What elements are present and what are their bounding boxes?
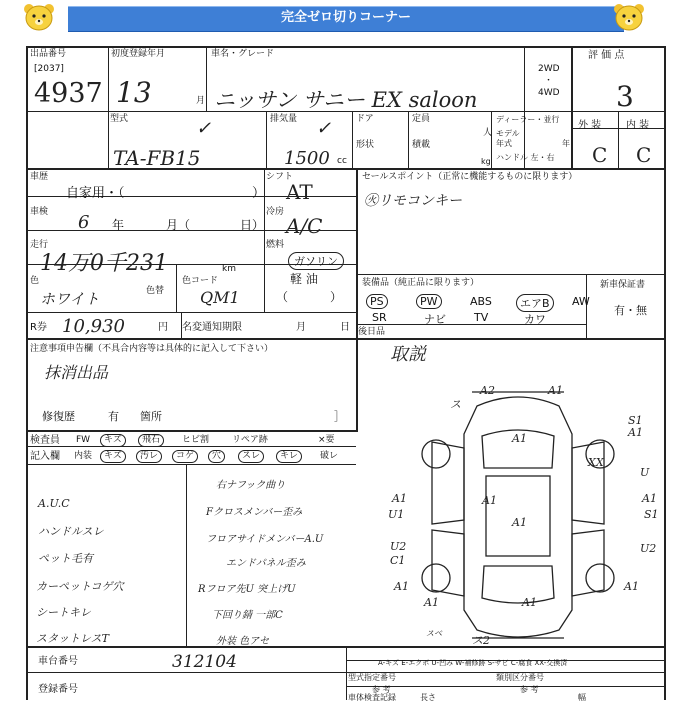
mark-rr-u2: U2	[640, 542, 657, 555]
fw-chip: 飛石	[138, 434, 164, 447]
recycle-unit: 円	[158, 322, 168, 333]
mark-roof: A1	[512, 516, 527, 529]
usage-label: 車歴	[30, 172, 49, 182]
usage-value: 自家用・（	[66, 186, 125, 201]
mark-roof-l: A1	[482, 494, 497, 507]
fuel-gasoline: ガソリン	[288, 252, 344, 270]
drive-2wd: 2WD	[538, 64, 560, 74]
mark-lf-a1: A1	[392, 492, 407, 505]
body-kg: kg	[481, 157, 491, 166]
notice-value: 抹消出品	[44, 363, 109, 382]
score-value: 3	[616, 80, 634, 113]
model-value: TA-FB15	[113, 146, 201, 170]
mark-rear-s2: ス2	[472, 634, 490, 646]
fuel-diesel: 軽 油	[290, 272, 318, 286]
drive-4wd: 4WD	[538, 88, 560, 98]
inspector-label-2: 記入欄	[30, 451, 60, 462]
exterior-grade: C	[592, 143, 608, 167]
registration-label: 初度登録年月	[111, 49, 166, 59]
mark-front-s: ス	[450, 398, 461, 411]
equipment-sr: SR	[372, 311, 387, 324]
displacement-value: 1500	[284, 148, 330, 169]
note-right-2: Fクロスメンバー歪み	[206, 507, 303, 518]
usage-close: ）	[252, 186, 266, 201]
registration-month-unit: 月	[196, 96, 206, 106]
color-value: ホワイト	[40, 290, 100, 308]
car-damage-diagram	[372, 384, 664, 646]
note-right-4: エンドパネル歪み	[226, 558, 306, 569]
vehicle-label: 車名・グレード	[211, 49, 275, 59]
inspector-fw: FW	[76, 435, 91, 445]
handle-label: ハンドル 左・右	[496, 153, 555, 162]
banner	[0, 0, 700, 38]
ref-2: 参 考	[520, 685, 539, 694]
repair-yes: 有	[108, 410, 119, 423]
fw-replace: ×要	[318, 435, 335, 445]
interior-grade: C	[636, 143, 652, 167]
int-scratch: キズ	[100, 450, 126, 463]
equipment-airbag: エアB	[516, 294, 554, 312]
inspection-month-unit: 月（	[166, 218, 191, 232]
inspector-label-1: 検査員	[30, 435, 60, 446]
mark-rr-s1: S1	[644, 508, 659, 521]
fw-scratch: キズ	[100, 434, 126, 447]
verify-label: 車体検査記録	[348, 693, 396, 702]
sales-points-value: ㊋リモコンキー	[364, 193, 462, 209]
name-change-month: 月	[296, 322, 306, 333]
note-right-7: 外装 色アセ	[216, 636, 270, 647]
recycle-value: 10,930	[62, 316, 125, 337]
mark-front-a1: A1	[548, 384, 563, 397]
note-right-1: 右ナフック曲り	[216, 480, 286, 491]
equipment-tv: TV	[474, 311, 489, 324]
repair-label: 修復歴	[42, 410, 75, 423]
lot-code: [2037]	[34, 64, 64, 74]
class-label: 類別区分番号	[496, 673, 544, 682]
int-tear: 破レ	[320, 451, 339, 461]
vehicle-name: ニッサン サニー EX saloon	[214, 88, 478, 112]
mark-hood: A1	[512, 432, 527, 445]
color-code: QM1	[200, 288, 240, 307]
model-check: ✓	[196, 118, 212, 139]
fuel-paren-open: （	[276, 290, 289, 304]
color-change-label: 色替	[146, 286, 165, 296]
width-label: 幅	[578, 693, 586, 702]
fw-repair: リペア跡	[232, 435, 268, 445]
mark-lbumper: A1	[394, 580, 409, 593]
int-dirt: 汚レ	[136, 450, 162, 463]
equipment-navi: ナビ	[424, 313, 446, 326]
note-right-3: フロアサイドメンバーA.U	[206, 534, 324, 545]
note-left-5: シートキレ	[36, 606, 91, 619]
shift-value: AT	[286, 180, 313, 204]
inspection-day-unit: 日）	[240, 218, 265, 232]
notice-label: 注意事項申告欄（不具合内容等は具体的に記入して下さい）	[30, 344, 274, 354]
inspection-label: 車検	[30, 207, 49, 217]
mark-rear-sube: スベ	[426, 629, 442, 638]
shift-label: シフト	[266, 172, 294, 182]
inspection-year: 6	[78, 212, 90, 233]
dealer-year-label: 年式	[496, 139, 512, 148]
displacement-label: 排気量	[270, 114, 298, 124]
color-code-label: 色コード	[182, 276, 219, 286]
body-load-label: 積載	[412, 140, 431, 150]
note-left-4: カーペットコゲ穴	[36, 580, 124, 593]
note-right-6: 下回り錆 一部C	[212, 610, 283, 621]
lot-label: 出品番号	[30, 49, 67, 59]
repair-bracket: ］	[334, 410, 345, 423]
mark-lr-u2: U2	[390, 540, 407, 553]
equipment-aw: AW	[572, 295, 590, 308]
repair-place: 箇所	[140, 410, 162, 423]
car-no-label: 車台番号	[38, 656, 78, 667]
fuel-paren-close: ）	[330, 290, 343, 304]
inspector-interior: 内装	[74, 451, 93, 461]
interior-label: 内 装	[626, 120, 650, 131]
mark-xx: XX	[588, 456, 604, 469]
capacity-unit: 人	[483, 128, 493, 138]
cooler-label: 冷房	[266, 207, 285, 217]
mark-lf-s1: U1	[388, 508, 405, 521]
spec-label: 型式指定番号	[348, 673, 396, 682]
color-label: 色	[30, 276, 40, 286]
mark-rr-a1: A1	[642, 492, 657, 505]
model-label: 型式	[110, 114, 129, 124]
bear-mascot-right-icon	[612, 2, 646, 34]
mark-front-a2: A2	[480, 384, 495, 397]
warranty-value: 有・無	[614, 304, 647, 317]
sales-points-label: セールスポイント（正常に機能するものに限ります）	[362, 172, 578, 182]
name-change-day: 日	[340, 322, 350, 333]
mark-rf-a1: A1	[628, 426, 643, 439]
dealer-label: ディーラー・並行	[496, 115, 560, 124]
warranty-label: 新車保証書	[600, 280, 646, 290]
mark-u: U	[640, 466, 650, 479]
int-burn: コゲ	[172, 450, 198, 463]
body-shape-label: 形状	[356, 140, 375, 150]
mark-trunk: A1	[522, 596, 537, 609]
bear-mascot-left-icon	[22, 2, 56, 34]
int-hole: 穴	[208, 450, 225, 463]
mark-lr-c1: C1	[390, 554, 406, 567]
note-left-3: ペット毛有	[38, 552, 93, 565]
manual-value: 取説	[390, 344, 426, 365]
car-no-value: 312104	[172, 652, 237, 672]
displacement-check: ✓	[316, 118, 332, 139]
dealer-model-label: モデル	[496, 129, 520, 138]
equipment-leather: カワ	[524, 313, 546, 326]
capacity-label: 定員	[412, 114, 431, 124]
inspection-year-unit: 年	[112, 218, 125, 232]
int-rub: スレ	[238, 450, 264, 463]
door-label: ドア	[356, 114, 374, 124]
registration-year: 13	[116, 76, 152, 109]
score-label: 評 価 点	[588, 50, 625, 61]
length-label: 長さ	[420, 693, 436, 702]
dealer-year-unit: 年	[562, 139, 570, 148]
exterior-label: 外 装	[578, 120, 602, 131]
reg-no-label: 登録番号	[38, 684, 78, 695]
equipment-pw: PW	[416, 294, 442, 309]
recycle-label: R券	[30, 322, 47, 333]
displacement-unit: cc	[337, 156, 347, 166]
equipment-label: 装備品（純正品に限ります）	[362, 278, 480, 288]
name-change-label: 名変通知期限	[182, 322, 242, 333]
fuel-label: 燃料	[266, 240, 285, 250]
mark-lrd-a1: A1	[424, 596, 439, 609]
mileage-value: 14万0千231	[40, 251, 168, 276]
int-cut: キレ	[276, 450, 302, 463]
mark-rf-s1: S1	[628, 414, 643, 427]
ref-1: 参 考	[372, 685, 391, 694]
cooler-value: A/C	[286, 214, 323, 238]
equipment-ps: PS	[366, 294, 388, 309]
note-right-5: Rフロア先U 突上げU	[198, 584, 296, 595]
note-left-6: スタットレスT	[36, 632, 110, 645]
equipment-abs: ABS	[470, 295, 492, 308]
fw-crack: ヒビ割	[182, 435, 210, 445]
banner-title: 完全ゼロ切りコーナー	[280, 10, 411, 25]
note-left-1: A.U.C	[38, 497, 70, 510]
manual-label: 後日品	[358, 327, 386, 337]
mark-rbumper: A1	[624, 580, 639, 593]
mileage-unit: km	[222, 264, 236, 274]
note-left-2: ハンドルスレ	[38, 525, 104, 538]
damage-legend: A-キズ E-エクボ U-凹み W-補修跡 S-サビ C-腐食 XX-交換済	[378, 659, 568, 667]
drive-sep: ・	[544, 76, 554, 86]
mileage-label: 走行	[30, 240, 49, 250]
lot-number: 4937	[34, 78, 103, 109]
